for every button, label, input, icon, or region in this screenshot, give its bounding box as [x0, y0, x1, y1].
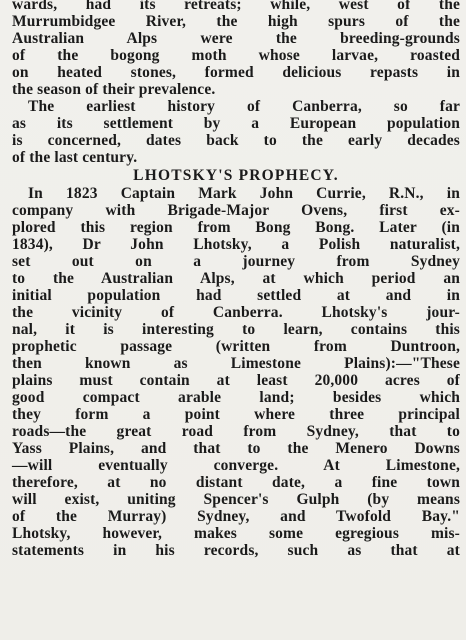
text-line: Lhotsky, however, makes some egregious mis-: [12, 525, 460, 542]
text-line: on heated stones, formed delicious repasts in: [12, 64, 460, 81]
text-line: the vicinity of Canberra. Lhotsky's jour-: [12, 304, 460, 321]
text-line: therefore, at no distant date, a fine town: [12, 474, 460, 491]
text-line: wards, had its retreats; while, west of the: [12, 0, 460, 13]
text-line: good compact arable land; besides which: [12, 389, 460, 406]
text-line: of the last century.: [12, 149, 138, 166]
paragraph-3: [12, 185, 460, 559]
text-line: Yass Plains, and that to the Menero Downs: [12, 440, 460, 457]
text-line: 1834), Dr John Lhotsky, a Polish naturalist,: [12, 236, 460, 253]
text-line: company with Brigade-Major Ovens, first ex-: [12, 202, 460, 219]
text-line: is concerned, dates back to the early decades: [12, 132, 460, 149]
text-line: —will eventually converge. At Limestone,: [12, 457, 460, 474]
text-line: roads—the great road from Sydney, that to: [12, 423, 460, 440]
text-line: will exist, uniting Spencer's Gulph (by means: [12, 491, 460, 508]
text-line: they form a point where three principal: [12, 406, 460, 423]
paragraph-2: [12, 98, 460, 166]
text-line: statements in his records, such as that at: [12, 542, 460, 559]
text-line: Australian Alps were the breeding-grounds: [12, 30, 460, 47]
text-line: to the Australian Alps, at which period an: [12, 270, 460, 287]
text-line: then known as Limestone Plains):—"These: [12, 355, 460, 372]
text-line: The earliest history of Canberra, so far: [28, 98, 460, 115]
text-line: plored this region from Bong Bong. Later (in: [12, 219, 460, 236]
text-line: of the Murray) Sydney, and Twofold Bay.": [12, 508, 460, 525]
paragraph-1: [12, 0, 460, 98]
text-line: of the bogong moth whose larvae, roasted: [12, 47, 460, 64]
section-heading: LHOTSKY'S PROPHECY.: [133, 167, 339, 184]
text-line: plains must contain at least 20,000 acres of: [12, 372, 460, 389]
text-line: prophetic passage (written from Duntroon,: [12, 338, 460, 355]
text-line: initial population had settled at and in: [12, 287, 460, 304]
text-line: In 1823 Captain Mark John Currie, R.N., in: [28, 185, 460, 202]
text-line: nal, it is interesting to learn, contains this: [12, 321, 460, 338]
article-column: [12, 0, 460, 559]
text-line: set out on a journey from Sydney: [12, 253, 460, 270]
text-line: as its settlement by a European population: [12, 115, 460, 132]
text-line: the season of their prevalence.: [12, 81, 216, 98]
text-line: Murrumbidgee River, the high spurs of the: [12, 13, 460, 30]
